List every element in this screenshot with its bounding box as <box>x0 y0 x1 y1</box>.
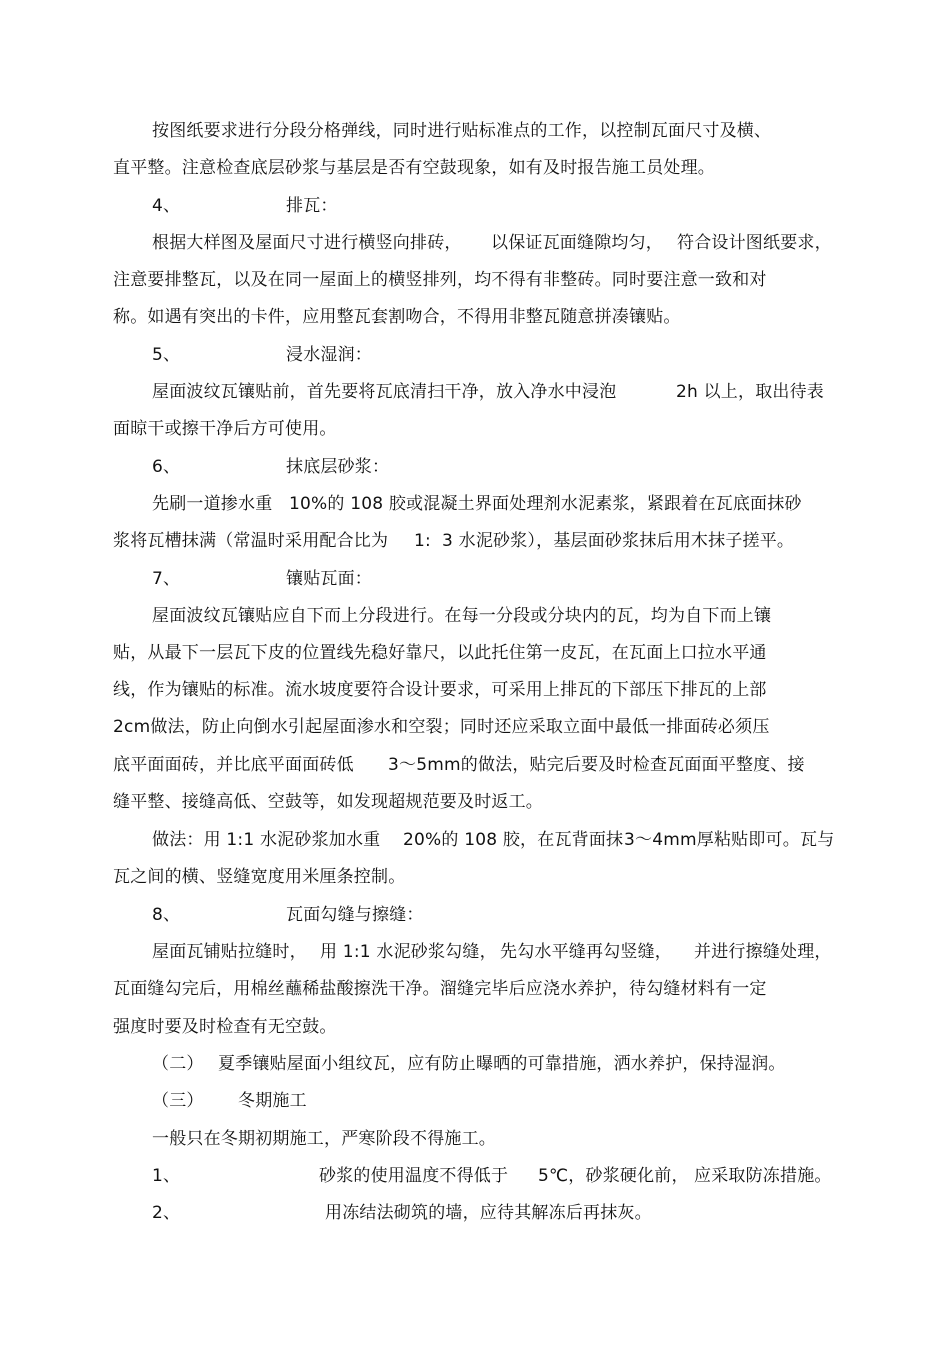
item-number: 6、 <box>152 457 181 477</box>
text-segment: 一般只在冬期初期施工，严寒阶段不得施工。 <box>152 1129 496 1149</box>
item-number: 1、 <box>152 1166 181 1186</box>
text-segment: 注意要排整瓦，以及在同一屋面上的横竖排列，均不得有非整砖。同时要注意一致和对 <box>113 270 767 290</box>
text-segment: 做法：用 1:1 水泥砂浆加水重 <box>152 830 381 850</box>
text-segment: 浆将瓦槽抹满（常温时采用配合比为 <box>113 531 389 551</box>
text-segment: 线，作为镶贴的标准。流水坡度要符合设计要求，可采用上排瓦的下部压下排瓦的上部 <box>113 680 767 700</box>
text-segment: 瓦与 <box>800 830 835 850</box>
text-segment: 2h 以上，取出待表 <box>676 382 824 402</box>
section-title: 冬期施工 <box>238 1091 307 1111</box>
item-title: 排瓦： <box>286 196 338 216</box>
text-segment: 瓦面缝勾完后，用棉丝蘸稀盐酸擦洗干净。溜缝完毕后应浇水养护，待勾缝材料有一定 <box>113 979 767 999</box>
text-segment: 缝平整、接缝高低、空鼓等，如发现超规范要及时返工。 <box>113 792 543 812</box>
list-item <box>0 1202 652 1290</box>
text-segment: 砂浆的使用温度不得低于 <box>319 1166 509 1186</box>
text-segment: 20%的 108 胶，在瓦背面抹 <box>403 830 624 850</box>
text-segment: 3 水泥砂浆），基层面砂浆抹后用木抹子搓平。 <box>442 531 795 551</box>
section-number: （二） <box>152 1054 204 1074</box>
text-segment: 3～4mm厚粘贴即可。 <box>624 830 800 850</box>
text-segment: 2cm做法，防止向倒水引起屋面渗水和空裂；同时还应采取立面中最低一排面砖必须压 <box>113 717 770 737</box>
text-segment: 以保证瓦面缝隙均匀， <box>491 233 663 253</box>
text-segment: 底平面面砖，并比底平面面砖低 <box>113 755 354 775</box>
item-number: 4、 <box>152 196 181 216</box>
text-segment: 按图纸要求进行分段分格弹线，同时进行贴标准点的工作，以控制瓦面尺寸及横、 <box>152 121 772 141</box>
text-segment: 1: <box>414 531 431 551</box>
item-number: 8、 <box>152 905 181 925</box>
text-segment: 10%的 108 胶或混凝土界面处理剂水泥素浆，紧跟着在瓦底面抹砂 <box>289 494 802 514</box>
text-segment: 先勾水平缝再勾竖缝， <box>500 942 672 962</box>
item-number: 2、 <box>152 1203 181 1223</box>
text-segment: 强度时要及时检查有无空鼓。 <box>113 1017 337 1037</box>
item-title: 抹底层砂浆： <box>286 457 390 477</box>
text-segment: 应采取防冻措施。 <box>694 1166 832 1186</box>
item-title: 瓦面勾缝与擦缝： <box>286 905 424 925</box>
text-segment: 符合设计图纸要求， <box>677 233 832 253</box>
text-segment: 用 1:1 水泥砂浆勾缝， <box>320 942 497 962</box>
text-segment: 夏季镶贴屋面小组纹瓦，应有防止曝晒的可靠措施，洒水养护，保持湿润。 <box>218 1054 786 1074</box>
text-segment: 屋面波纹瓦镶贴应自下而上分段进行。在每一分段或分块内的瓦，均为自下而上镶 <box>152 606 772 626</box>
text-segment: 屋面瓦铺贴拉缝时， <box>152 942 307 962</box>
text-segment: 面晾干或擦干净后方可使用。 <box>113 419 337 439</box>
text-segment: 先刷一道掺水重 <box>152 494 273 514</box>
text-segment: 5℃，砂浆硬化前， <box>538 1166 689 1186</box>
item-number: 5、 <box>152 345 181 365</box>
section-number: （三） <box>152 1091 204 1111</box>
text-segment: 直平整。注意检查底层砂浆与基层是否有空鼓现象，如有及时报告施工员处理。 <box>113 158 715 178</box>
item-title: 镶贴瓦面： <box>286 569 372 589</box>
text-segment: 3～5mm的做法，贴完后要及时检查瓦面面平整度、接 <box>388 755 805 775</box>
text-segment: 瓦之间的横、竖缝宽度用米厘条控制。 <box>113 867 406 887</box>
text-segment: 根据大样图及屋面尺寸进行横竖向排砖， <box>152 233 462 253</box>
text-segment: 用冻结法砌筑的墙，应待其解冻后再抹灰。 <box>325 1203 652 1223</box>
item-title: 浸水湿润： <box>286 345 372 365</box>
item-number: 7、 <box>152 569 181 589</box>
text-segment: 贴，从最下一层瓦下皮的位置线先稳好靠尺，以此托住第一皮瓦，在瓦面上口拉水平通 <box>113 643 767 663</box>
text-segment: 并进行擦缝处理， <box>694 942 832 962</box>
text-segment: 称。如遇有突出的卡件，应用整瓦套割吻合，不得用非整瓦随意拼凑镶贴。 <box>113 307 681 327</box>
text-segment: 屋面波纹瓦镶贴前，首先要将瓦底清扫干净，放入净水中浸泡 <box>152 382 617 402</box>
